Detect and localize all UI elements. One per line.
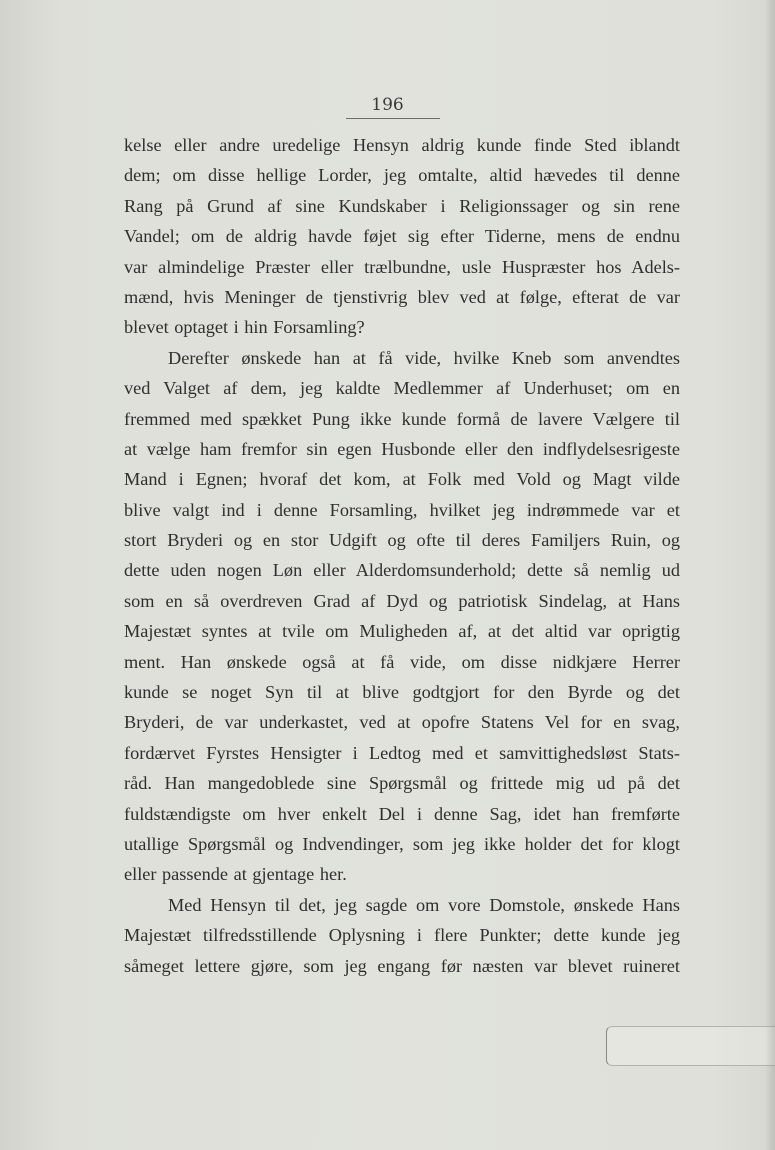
scan-bracket-mark xyxy=(606,1026,775,1066)
text-line: fremmed med spækket Pung ikke kunde formå de lavere Vælgere til xyxy=(124,408,680,429)
text-line: Mand i Egnen; hvoraf det kom, at Folk med Vold og Magt vilde xyxy=(124,469,680,490)
text-line: som en så overdreven Grad af Dyd og patriotisk Sindelag, at Hans xyxy=(124,590,680,611)
text-line: kelse eller andre uredelige Hensyn aldrig kunde finde Sted iblandt xyxy=(124,135,680,155)
text-line: Majestæt tilfredsstillende Oplysning i flere Punkter; dette kunde jeg xyxy=(124,925,680,946)
text-line: eller passende at gjentage her. xyxy=(124,864,347,885)
text-line: stort Bryderi og en stor Udgift og ofte til deres Familjers Ruin, og xyxy=(124,530,680,551)
header-rule xyxy=(346,118,440,119)
paragraph xyxy=(124,343,680,890)
text-line: utallige Spørgsmål og Indvendinger, som jeg ikke holder det for klogt xyxy=(124,833,680,854)
text-line: Rang på Grund af sine Kundskaber i Religionssager og sin rene xyxy=(124,195,680,216)
page-edge-shadow xyxy=(765,0,775,1150)
text-line: såmeget lettere gjøre, som jeg engang før næsten var blevet ruineret xyxy=(124,955,680,976)
text-line: blevet optaget i hin Forsamling? xyxy=(124,317,365,338)
text-line: Derefter ønskede han at få vide, hvilke Kneb som anvendtes xyxy=(168,347,680,368)
text-line: Majestæt syntes at tvile om Muligheden af, at det altid var oprigtig xyxy=(124,621,680,642)
text-line: råd. Han mangedoblede sine Spørgsmål og frittede mig ud på det xyxy=(124,773,680,794)
text-line: mænd, hvis Meninger de tjenstivrig blev ved at følge, efterat de var xyxy=(124,286,680,307)
text-line: dette uden nogen Løn eller Alderdomsunderhold; dette så nemlig ud xyxy=(124,560,680,581)
text-line: blive valgt ind i denne Forsamling, hvilket jeg indrømmede var et xyxy=(124,499,680,520)
paragraph xyxy=(124,130,680,343)
text-line: dem; om disse hellige Lorder, jeg omtalte, altid hævedes til denne xyxy=(124,165,680,186)
text-line: Vandel; om de aldrig havde føjet sig efter Tiderne, mens de endnu xyxy=(124,226,680,247)
text-line: at vælge ham fremfor sin egen Husbonde eller den indflydelsesrigeste xyxy=(124,438,680,459)
text-line: var almindelige Præster eller trælbundne, usle Huspræster hos Adels- xyxy=(124,256,680,277)
page-number: 196 xyxy=(371,95,404,115)
text-line: Med Hensyn til det, jeg sagde om vore Domstole, ønskede Hans xyxy=(168,894,680,915)
text-line: ment. Han ønskede også at få vide, om disse nidkjære Herrer xyxy=(124,651,680,672)
text-line: Bryderi, de var underkastet, ved at opofre Statens Vel for en svag, xyxy=(124,712,680,733)
text-line: ved Valget af dem, jeg kaldte Medlemmer af Underhuset; om en xyxy=(124,378,680,399)
paragraph xyxy=(124,890,680,981)
text-line: kunde se noget Syn til at blive godtgjort for den Byrde og det xyxy=(124,682,680,703)
text-line: fuldstændigste om hver enkelt Del i denne Sag, idet han fremførte xyxy=(124,803,680,824)
text-line: fordærvet Fyrstes Hensigter i Ledtog med et samvittighedsløst Stats- xyxy=(124,742,680,763)
body-text xyxy=(124,130,680,981)
